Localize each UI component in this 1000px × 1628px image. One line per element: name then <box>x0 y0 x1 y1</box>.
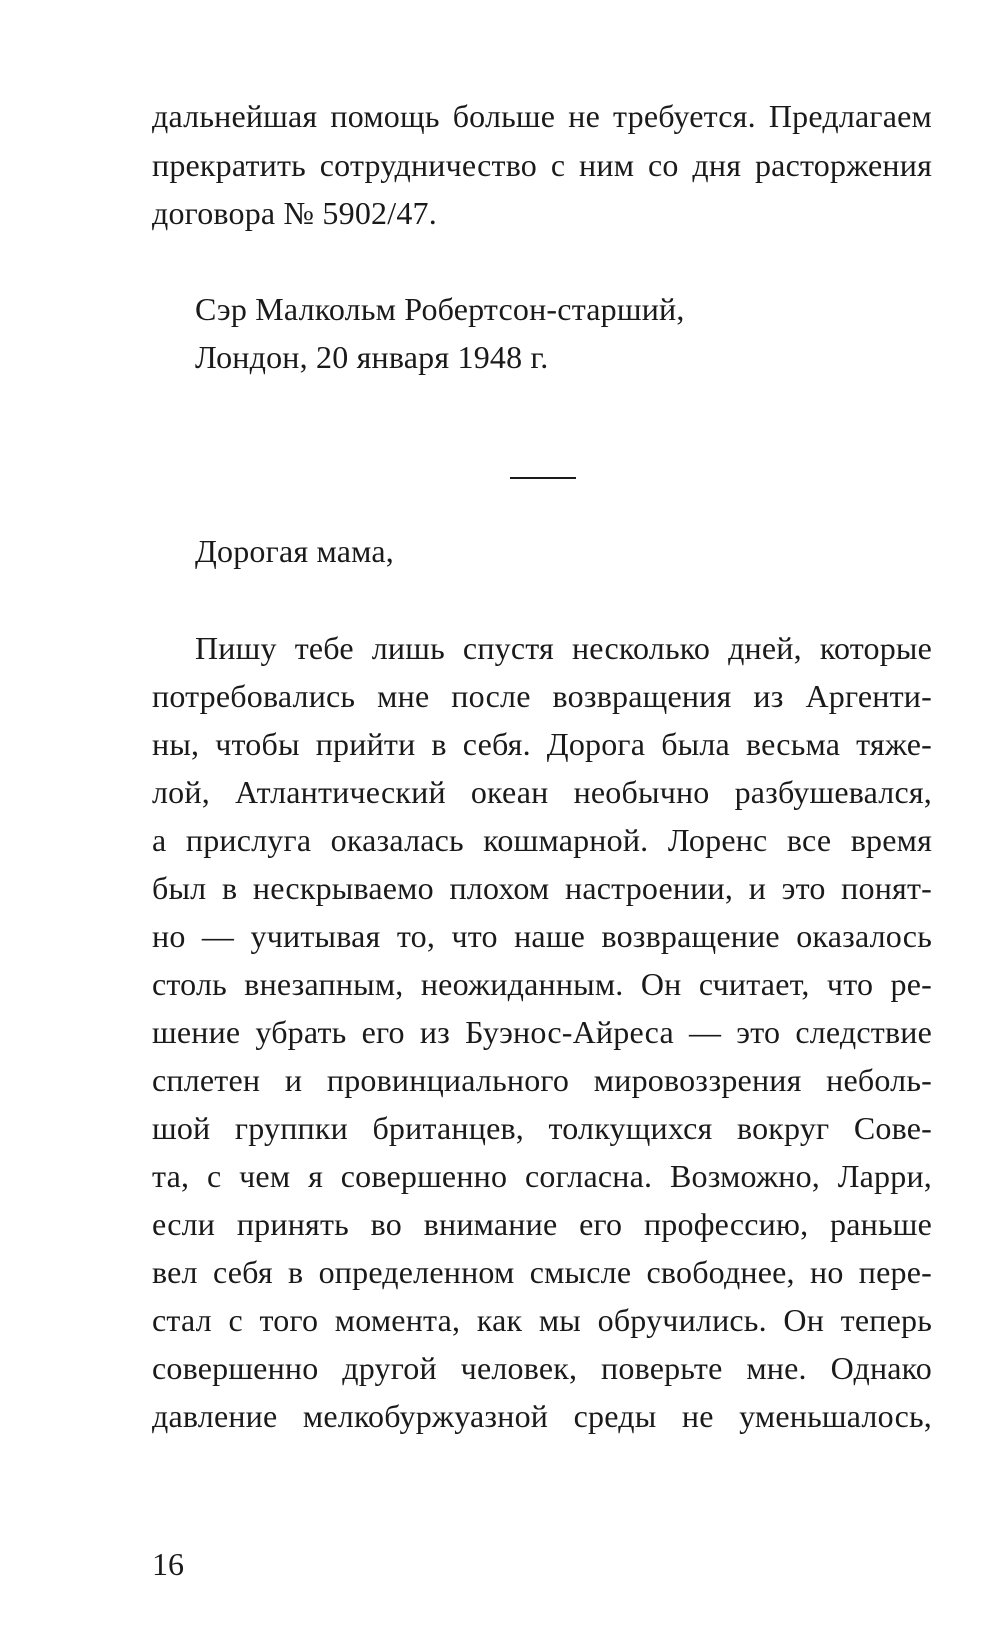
page-number: 16 <box>152 1546 184 1582</box>
letter2-line-3: ны, чтобы прийти в себя. Дорога была весьма тяже- <box>152 726 932 762</box>
letter2-line-2: потребовались мне после возвращения из Аргенти- <box>152 678 932 714</box>
section-divider <box>510 477 576 479</box>
letter2-line-15: стал с того момента, как мы обручились. Он теперь <box>152 1302 932 1338</box>
letter1-line-1: дальнейшая помощь больше не требуется. Предлагаем <box>152 98 932 134</box>
letter1-line-3: договора № 5902/47. <box>152 195 437 231</box>
letter1-line-2: прекратить сотрудничество с ним со дня расторжения <box>152 147 932 183</box>
letter2-line-6: был в нескрываемо плохом настроении, и это понят- <box>152 870 932 906</box>
letter2-line-8: столь внезапным, неожиданным. Он считает, что ре- <box>152 966 932 1002</box>
letter2-line-13: если принять во внимание его профессию, раньше <box>152 1206 932 1242</box>
letter2-line-7: но — учитывая то, что наше возвращение оказалось <box>152 918 932 954</box>
salutation: Дорогая мама, <box>195 533 394 569</box>
letter2-line-1: Пишу тебе лишь спустя несколько дней, которые <box>195 630 932 666</box>
letter2-line-10: сплетен и провинциального мировоззрения неболь- <box>152 1062 932 1098</box>
letter2-line-14: вел себя в определенном смысле свободнее, но пере- <box>152 1254 932 1290</box>
letter2-line-17: давление мелкобуржуазной среды не уменьшалось, <box>152 1398 932 1434</box>
letter2-line-16: совершенно другой человек, поверьте мне. Однако <box>152 1350 932 1386</box>
letter2-line-12: та, с чем я совершенно согласна. Возможно, Ларри, <box>152 1158 932 1194</box>
signature-name: Сэр Малкольм Робертсон-старший, <box>195 291 685 327</box>
letter2-line-5: а прислуга оказалась кошмарной. Лоренс все время <box>152 822 932 858</box>
letter2-line-9: шение убрать его из Буэнос-Айреса — это следствие <box>152 1014 932 1050</box>
letter2-line-4: лой, Атлантический океан необычно разбушевался, <box>152 774 932 810</box>
letter2-line-11: шой группки британцев, толкущихся вокруг Сове- <box>152 1110 932 1146</box>
signature-place-date: Лондон, 20 января 1948 г. <box>195 339 549 375</box>
